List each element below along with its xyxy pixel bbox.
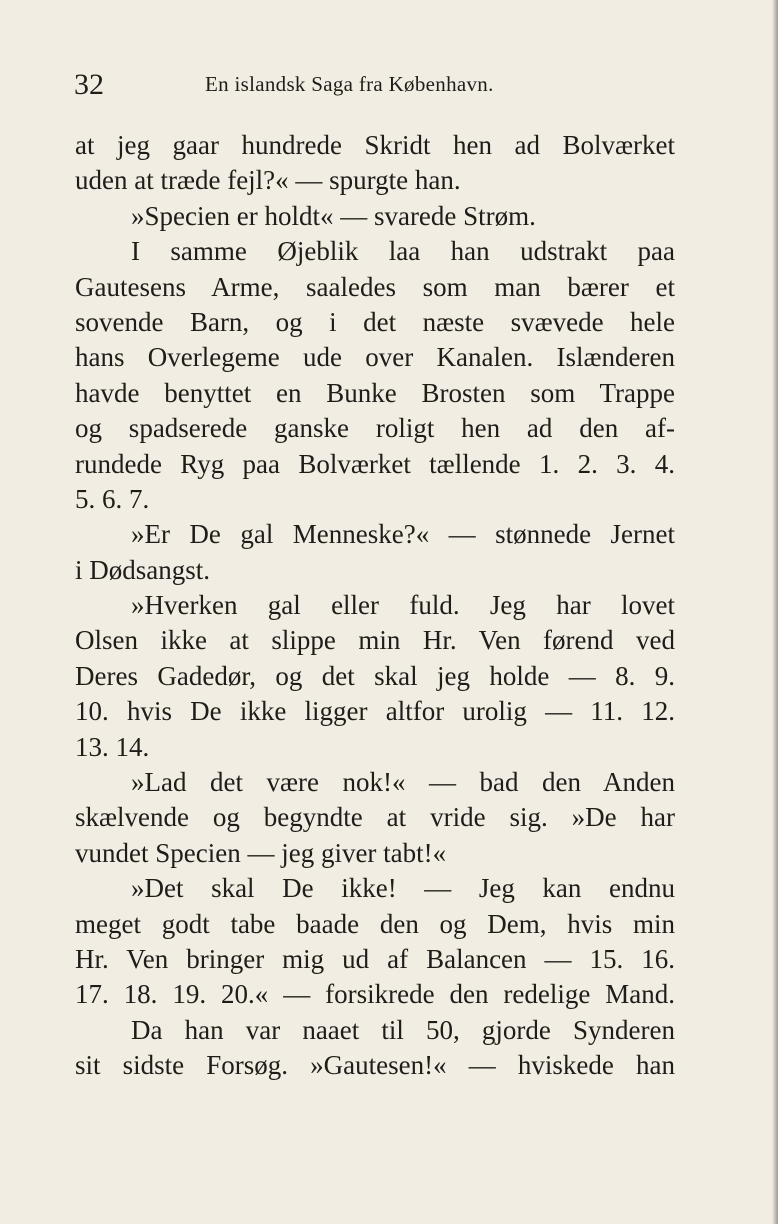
running-title: En islandsk Saga fra København.: [205, 72, 494, 96]
text-line: »Hverken gal eller fuld. Jeg har lovet: [131, 590, 675, 621]
text-line: rundede Ryg paa Bolværket tællende 1. 2. 3. 4.: [75, 448, 675, 479]
text-line: Da han var naaet til 50, gjorde Synderen: [131, 1014, 675, 1045]
text-line: »Lad det være nok!« — bad den Anden: [131, 767, 675, 798]
text-line: at jeg gaar hundrede Skridt hen ad Bolværket: [75, 130, 675, 160]
text-line: skælvende og begyndte at vride sig. »De har: [75, 802, 675, 833]
text-line: havde benyttet en Bunke Brosten som Trappe: [75, 377, 675, 408]
text-line: hans Overlegeme ude over Kanalen. Islænderen: [75, 342, 675, 373]
text-line: i Dødsangst.: [75, 554, 210, 585]
body-text: [75, 128, 675, 1084]
text-line: Deres Gadedør, og det skal jeg holde — 8. 9.: [75, 660, 675, 691]
text-line: »Specien er holdt« — svarede Strøm.: [131, 200, 536, 231]
text-line: Gautesens Arme, saaledes som man bærer et: [75, 271, 675, 302]
text-line: Hr. Ven bringer mig ud af Balancen — 15. 16.: [75, 943, 675, 974]
page-edge-shadow: [772, 0, 778, 1224]
text-line: 17. 18. 19. 20.« — forsikrede den redelige Mand.: [75, 979, 675, 1010]
text-line: »Det skal De ikke! — Jeg kan endnu: [131, 873, 675, 904]
page-number: 32: [74, 68, 104, 101]
text-line: Olsen ikke at slippe min Hr. Ven førend ved: [75, 625, 675, 656]
text-line: vundet Specien — jeg giver tabt!«: [75, 837, 447, 868]
text-line: meget godt tabe baade den og Dem, hvis min: [75, 908, 675, 939]
text-line: 5. 6. 7.: [75, 483, 150, 514]
text-line: sovende Barn, og i det næste svævede hele: [75, 306, 675, 337]
text-line: 10. hvis De ikke ligger altfor urolig — 11. 12.: [75, 696, 675, 727]
text-line: 13. 14.: [75, 731, 150, 762]
text-line: sit sidste Forsøg. »Gautesen!« — hviskede han: [75, 1050, 675, 1081]
text-line: »Er De gal Menneske?« — stønnede Jernet: [131, 519, 675, 550]
text-line: og spadserede ganske roligt hen ad den af-: [75, 413, 675, 444]
text-line: I samme Øjeblik laa han udstrakt paa: [131, 236, 675, 267]
text-line: uden at træde fejl?« — spurgte han.: [75, 165, 461, 196]
